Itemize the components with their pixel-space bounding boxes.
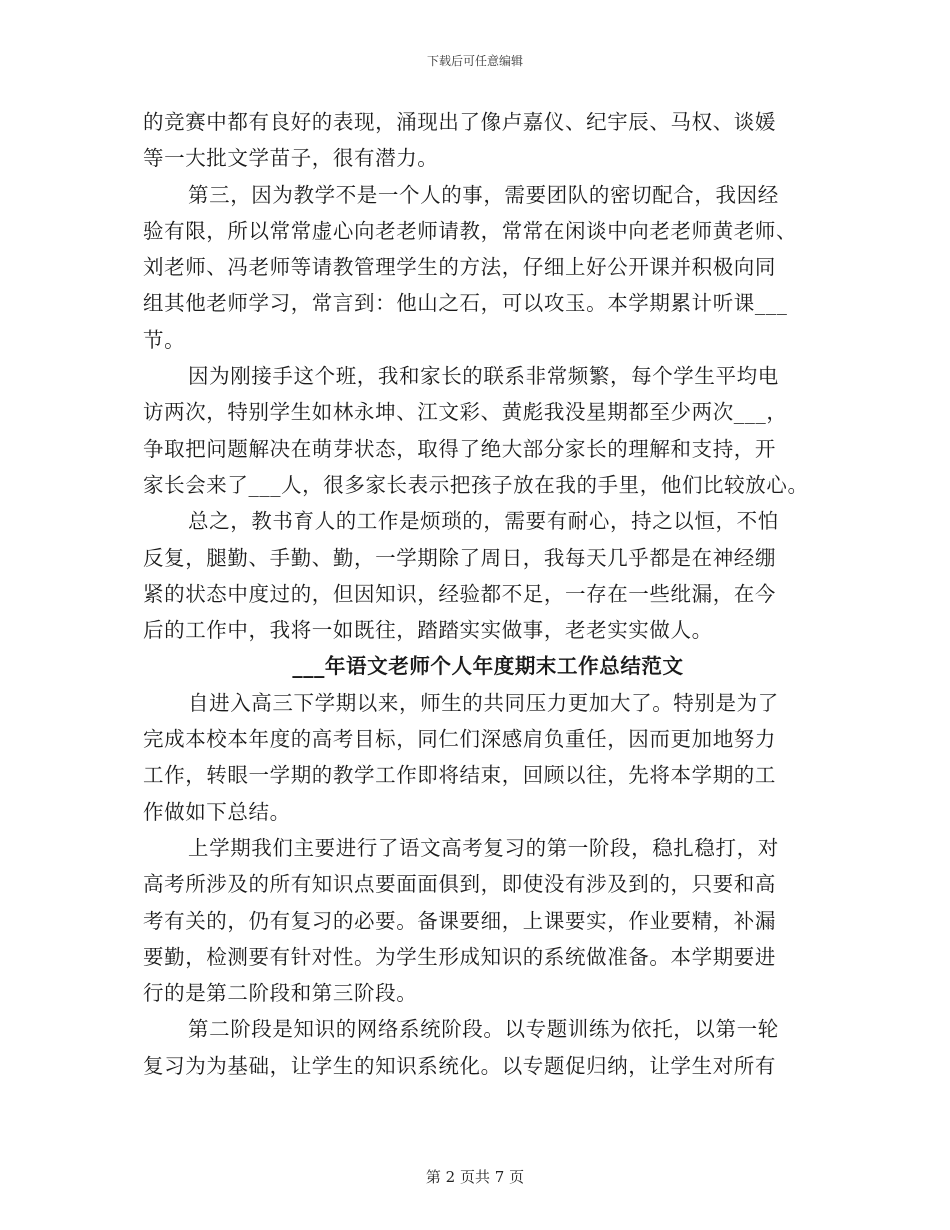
section-title: ___年语文老师个人年度期末工作总结范文 (292, 654, 684, 679)
text-line: 要勤，检测要有针对性。为学生形成知识的系统做准备。本学期要进 (143, 944, 776, 969)
text-line: 作做如下总结。 (143, 799, 291, 824)
text-line: 高考所涉及的所有知识点要面面俱到，即使没有涉及到的，只要和高 (143, 872, 776, 897)
text-line: 第三，因为教学不是一个人的事，需要团队的密切配合，我因经 (188, 182, 779, 207)
text-line: 紧的状态中度过的，但因知识，经验都不足，一存在一些纰漏，在今 (143, 581, 776, 606)
text-line: 考有关的，仍有复习的必要。备课要细，上课要实，作业要精，补漏 (143, 908, 776, 933)
text-line: 家长会来了___人，很多家长表示把孩子放在我的手里，他们比较放心。 (143, 472, 809, 497)
text-line: 访两次，特别学生如林永坤、江文彩、黄彪我没星期都至少两次___， (143, 400, 788, 425)
text-line: 完成本校本年度的高考目标，同仁们深感肩负重任，因而更加地努力 (143, 727, 776, 752)
text-line: 后的工作中，我将一如既往，踏踏实实做事，老老实实做人。 (143, 618, 713, 643)
text-line: 组其他老师学习，常言到：他山之石，可以攻玉。本学期累计听课___ (143, 291, 788, 316)
text-line: 复习为为基础，让学生的知识系统化。以专题促归纳，让学生对所有 (143, 1053, 776, 1078)
text-line: 工作，转眼一学期的教学工作即将结束，回顾以往，先将本学期的工 (143, 763, 776, 788)
text-line: 第二阶段是知识的网络系统阶段。以专题训练为依托，以第一轮 (188, 1017, 779, 1042)
text-line: 反复，腿勤、手勤、勤，一学期除了周日，我每天几乎都是在神经绷 (143, 545, 776, 570)
text-line: 刘老师、冯老师等请教管理学生的方法，仔细上好公开课并积极向同 (143, 255, 776, 280)
text-line: 行的是第二阶段和第三阶段。 (143, 981, 418, 1006)
text-line: 的竞赛中都有良好的表现，涌现出了像卢嘉仪、纪宇辰、马权、谈媛 (143, 110, 776, 134)
text-line: 争取把问题解决在萌芽状态，取得了绝大部分家长的理解和支持，开 (143, 436, 776, 461)
text-line: 因为刚接手这个班，我和家长的联系非常频繁，每个学生平均电 (188, 364, 779, 389)
document-body (143, 104, 809, 1084)
text-line: 节。 (143, 327, 186, 352)
text-line: 验有限，所以常常虚心向老老师请教，常常在闲谈中向老老师黄老师、 (143, 218, 798, 243)
text-line: 总之，教书育人的工作是烦琐的，需要有耐心，持之以恒，不怕 (188, 509, 779, 534)
page-header: 下载后可任意编辑 (426, 54, 523, 68)
text-line: 自进入高三下学期以来，师生的共同压力更加大了。特别是为了 (188, 690, 779, 715)
text-line: 等一大批文学苗子，很有潜力。 (143, 146, 439, 171)
text-line: 上学期我们主要进行了语文高考复习的第一阶段，稳扎稳打，对 (188, 835, 779, 860)
page-footer: 第 2 页共 7 页 (425, 1168, 525, 1186)
